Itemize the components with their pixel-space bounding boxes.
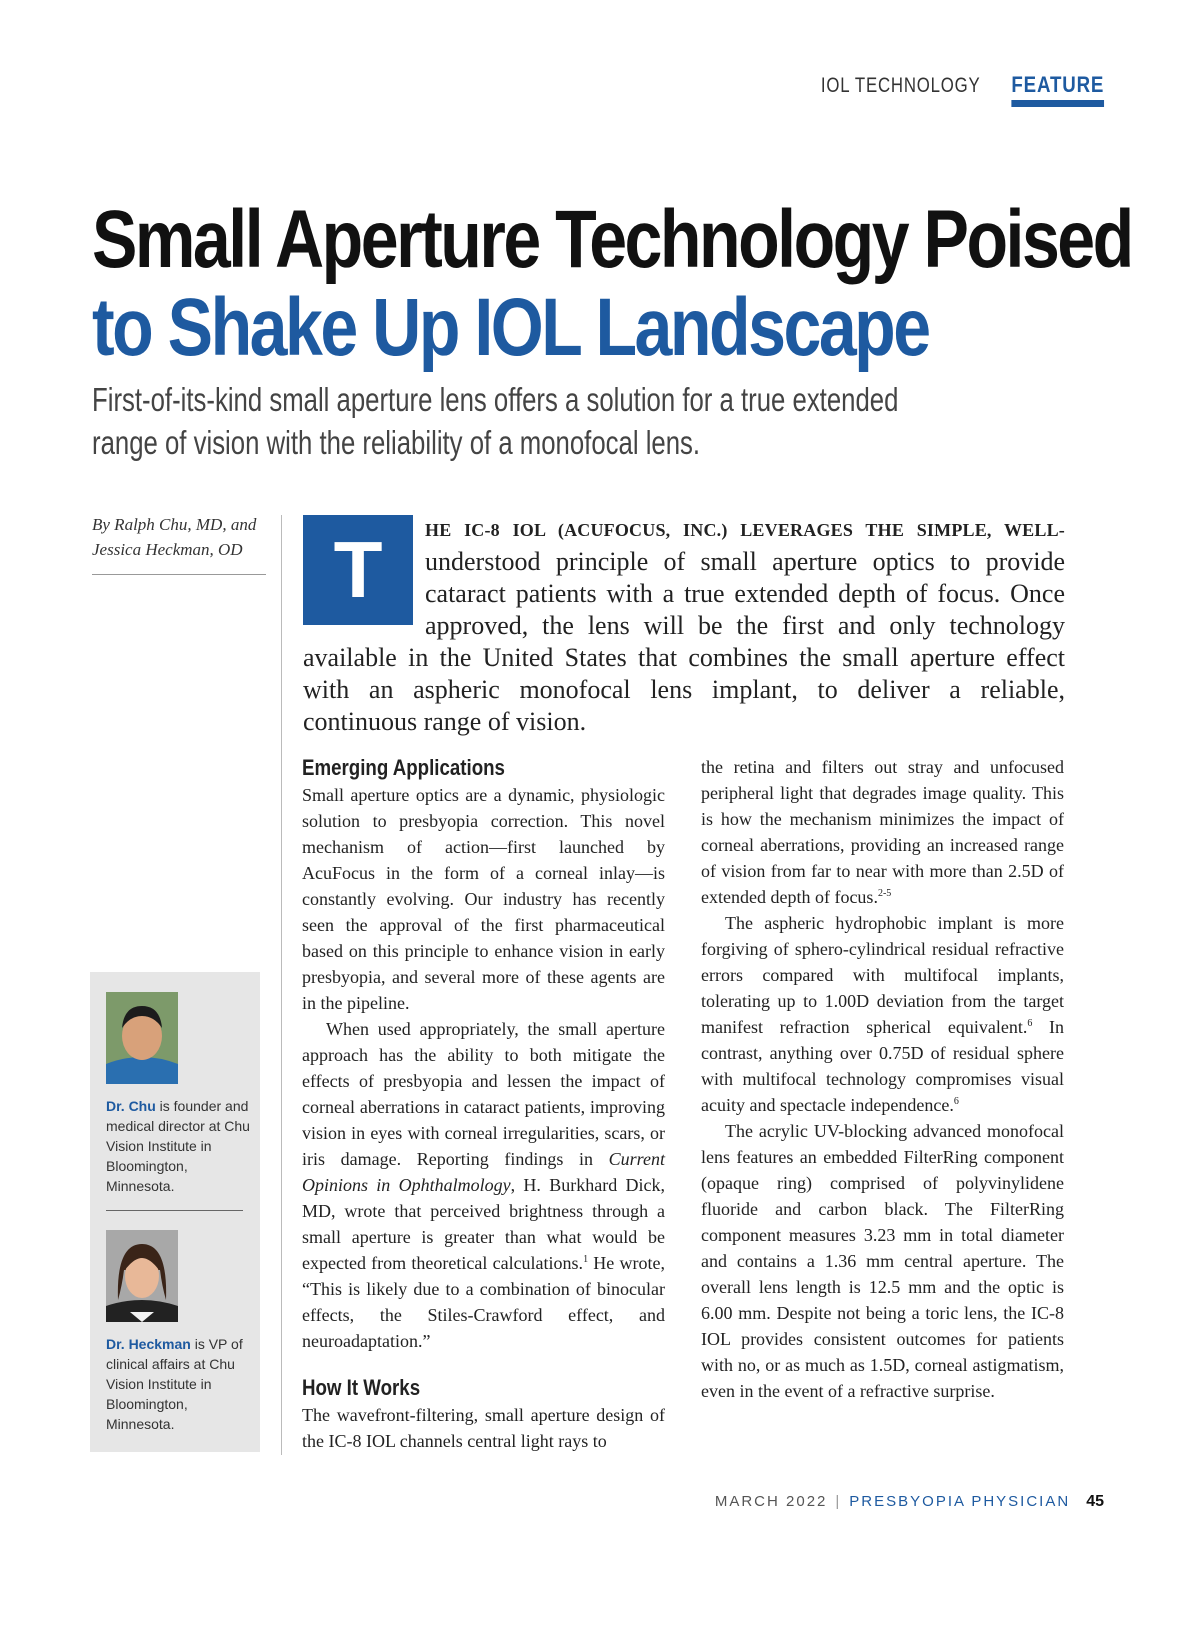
article-title [92, 196, 1192, 372]
section-label: IOL TECHNOLOGY [821, 74, 981, 97]
paragraph: the retina and filters out stray and unfocused peripheral light that degrades image quality. This is how the mechanism minimizes the impact of corneal aberrations, providing an increased range of vision from far to near with more than 2.5D of extended depth of focus.$^{2-5}$ [701, 757, 1064, 907]
lead-caps: HE IC-8 IOL (ACUFOCUS, INC.) LEVERAGES THE SIMPLE, WELL- [425, 520, 1065, 540]
feature-label: FEATURE [1011, 72, 1104, 107]
citation: 6 [1027, 1018, 1033, 1029]
page-footer [715, 1493, 1104, 1511]
byline-line-1: By Ralph Chu, MD, and [92, 515, 257, 534]
magazine-name: PRESBYOPIA PHYSICIAN [849, 1493, 1071, 1510]
paragraph: When used appropriately, the small aperture approach has the ability to both mitigate the effects of presbyopia and lessen the impact of corneal aberrations in cataract patients, improving vision in eyes with corneal irregularities, scars, or iris damage. Reporting findings in Current Opinions in Ophthalmology, H. Burkhard Dick, MD, wrote that perceived brightness through a small aperture is greater than what would be expected from theoretical calculations.$^1$ He wrote, “This is likely due to a combination of binocular effects, the Stiles-Crawford effect, and neuroadaptation.” [302, 1019, 665, 1351]
drop-cap: T [303, 515, 413, 625]
body-column-right [701, 754, 1064, 1404]
issue-date: MARCH 2022 [714, 1493, 828, 1510]
author-photo-heckman [106, 1230, 178, 1322]
article-subtitle: First-of-its-kind small aperture lens offers a solution for a true extended range of vision with the reliability of a monofocal lens. [92, 381, 899, 461]
lead-text: understood principle of small aperture optics to provide cataract patients with a true extended depth of focus. Once approved, the lens will be the first and only technology available in the United States that combines the small aperture effect with an aspheric monofocal lens implant, to deliver a reliable, continuous range of vision. [303, 547, 1065, 736]
citation: 2-5 [877, 888, 892, 899]
heading-emerging-applications: Emerging Applications [302, 755, 505, 780]
citation: 1 [583, 1254, 589, 1265]
paragraph: The aspheric hydrophobic implant is more forgiving of sphero-cylindrical residual refractive errors compared with multifocal implants, tolerating up to 1.00D deviation from the target manifest refraction spherical equivalent.$^6$ In contrast, anything over 0.75D of residual sphere with multifocal technology compromises visual acuity and spectacle independence.$^6$ [701, 913, 1064, 1115]
author-name-heckman: Dr. Heckman [106, 1336, 191, 1352]
byline-line-2: Jessica Heckman, OD [92, 540, 243, 559]
paragraph: Small aperture optics are a dynamic, physiologic solution to presbyopia correction. This novel mechanism of action—first launched by AcuFocus in the form of a corneal inlay—is constantly evolving. Our industry has recently seen the approval of the first pharmaceutical based on this principle to enhance vision in early presbyopia, and several more of these agents are in the pipeline. [302, 785, 665, 1013]
author-bio-chu: Dr. Chu is founder and medical director at Chu Vision Institute in Bloomington, Minnesota. [106, 1098, 250, 1194]
title-line-1: Small Aperture Technology Poised [92, 194, 1132, 285]
byline [92, 512, 266, 575]
heading-how-it-works: How It Works [302, 1375, 421, 1400]
lead-paragraph [303, 512, 1065, 738]
author-name-chu: Dr. Chu [106, 1098, 156, 1114]
journal-title: Current Opinions in Ophthalmology [302, 1149, 665, 1195]
section-header [781, 72, 1104, 107]
column-divider [281, 515, 282, 1455]
paragraph: The acrylic UV-blocking advanced monofocal lens features an embedded FilterRing component (opaque ring) comprised of polyvinylidene fluoride and carbon black. The FilterRing component measures 3.23 mm in total diameter and contains a 1.36 mm central aperture. The overall lens length is 12.5 mm and the optic is 6.00 mm. Despite not being a toric lens, the IC-8 IOL provides consistent outcomes for patients with no, or as much as 1.5D, corneal astigmatism, even in the event of a refractive surprise. [701, 1121, 1064, 1401]
paragraph: The wavefront-filtering, small aperture design of the IC-8 IOL channels central light rays to [302, 1405, 665, 1451]
author-photo-chu [106, 992, 178, 1084]
title-line-2: to Shake Up IOL Landscape [92, 282, 929, 373]
author-sidebar [90, 972, 260, 1452]
footer-separator: | [835, 1493, 842, 1510]
author-bio-heckman: Dr. Heckman is VP of clinical affairs at Chu Vision Institute in Bloomington, Minnesota. [106, 1336, 243, 1432]
sidebar-divider [106, 1210, 243, 1211]
page-number: 45 [1086, 1493, 1104, 1510]
citation: 6 [953, 1096, 959, 1107]
body-column-left [302, 754, 665, 1454]
